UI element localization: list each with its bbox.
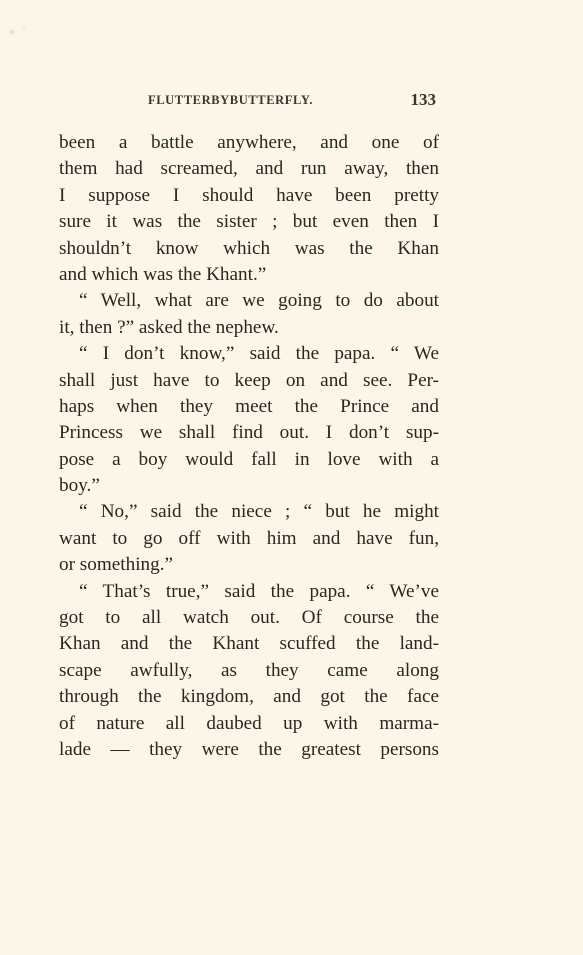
text-line: shall just have to keep on and see. Per- [59, 369, 439, 391]
text-line: lade — they were the greatest persons [59, 738, 439, 760]
text-line: want to go off with him and have fun, [59, 527, 439, 549]
text-line: shouldn’t know which was the Khan [59, 237, 439, 259]
text-line: got to all watch out. Of course the [59, 607, 439, 629]
body-text [59, 130, 439, 763]
text-line: Princess we shall find out. I don’t sup- [59, 422, 439, 444]
text-line: sure it was the sister ; but even then I [59, 211, 439, 233]
text-line: it, then ?” asked the nephew. [59, 316, 279, 338]
text-line: pose a boy would fall in love with a [59, 448, 439, 470]
text-line: of nature all daubed up with marma- [59, 712, 439, 734]
text-line: “ Well, what are we going to do about [79, 290, 439, 312]
text-line: through the kingdom, and got the face [59, 686, 439, 708]
text-line: and which was the Khant.” [59, 263, 267, 285]
text-line: or something.” [59, 554, 174, 576]
text-line: Khan and the Khant scuffed the land- [59, 633, 439, 655]
text-line: “ No,” said the niece ; “ but he might [79, 501, 439, 523]
text-line: haps when they meet the Prince and [59, 395, 439, 417]
paper-speck [0, 20, 40, 50]
text-line: scape awfully, as they came along [59, 659, 439, 681]
text-line: boy.” [59, 475, 100, 497]
running-head: FLUTTERBYBUTTERFLY. [148, 93, 314, 107]
page-number: 133 [410, 90, 436, 109]
page-header [148, 90, 436, 112]
text-line: “ I don’t know,” said the papa. “ We [79, 343, 439, 365]
text-line: been a battle anywhere, and one of [59, 132, 439, 153]
text-line: them had screamed, and run away, then [59, 158, 439, 180]
text-line: “ That’s true,” said the papa. “ We’ve [79, 580, 439, 602]
text-line: I suppose I should have been pretty [59, 184, 439, 206]
